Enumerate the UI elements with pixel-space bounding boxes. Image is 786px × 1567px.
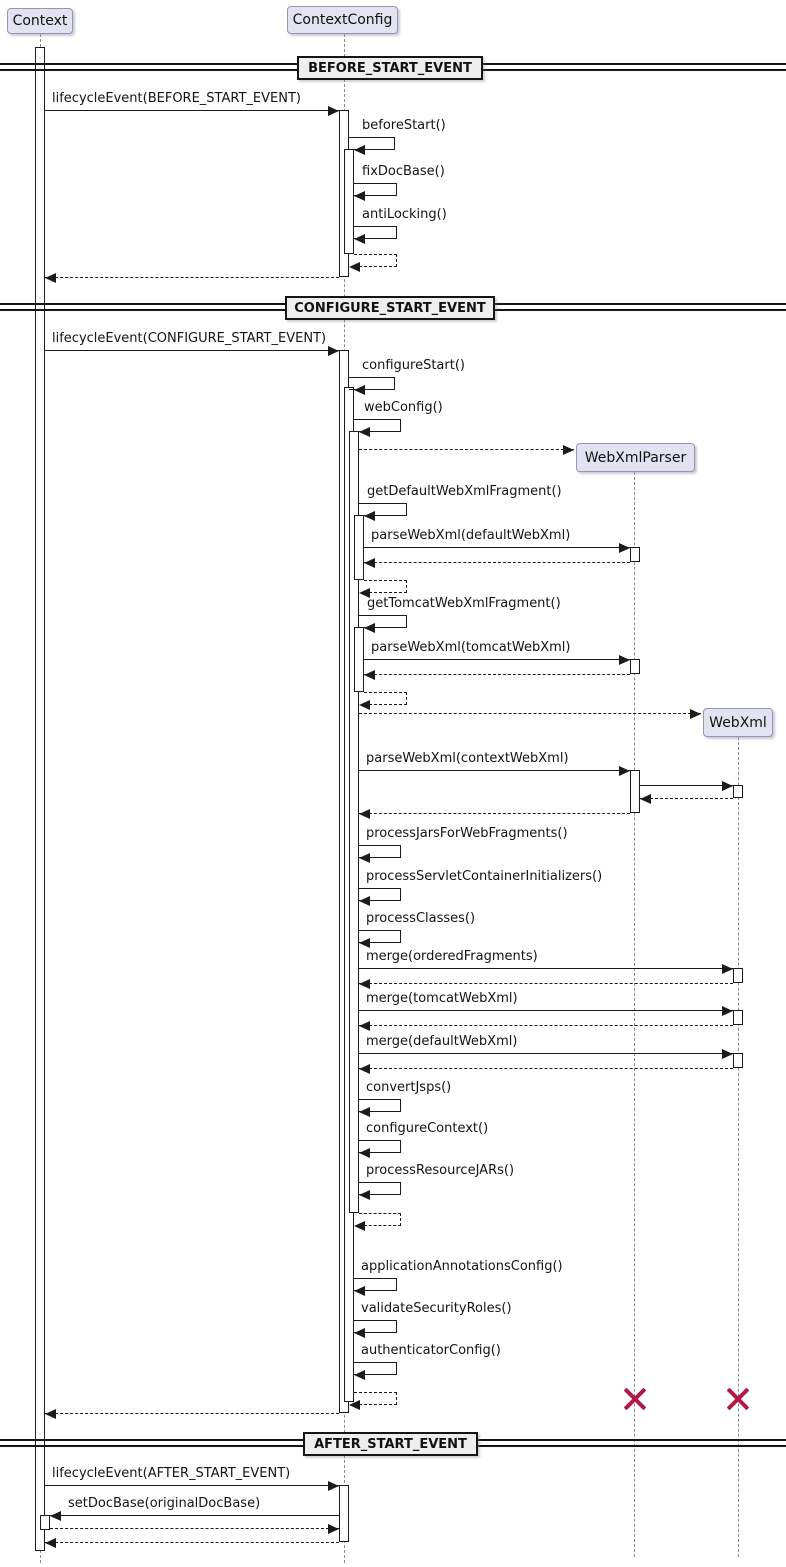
destroy-x-webxml-icon bbox=[725, 1386, 751, 1412]
message-label-process-jars: processJarsForWebFragments() bbox=[366, 826, 568, 841]
divider-before-start-event bbox=[297, 56, 483, 80]
activation-contextconfig-gettomcatfragment bbox=[354, 627, 364, 692]
message-label-fix-doc-base: fixDocBase() bbox=[362, 164, 445, 179]
return-arrow-parse-default bbox=[364, 562, 630, 563]
message-arrow-merge-default bbox=[359, 1053, 733, 1054]
create-arrow-webxmlparser bbox=[359, 449, 574, 450]
participant-contextconfig bbox=[287, 6, 398, 34]
arrowhead-left bbox=[349, 1400, 360, 1410]
activation-webxmlparser-3 bbox=[630, 770, 640, 813]
arrowhead-left bbox=[45, 273, 56, 283]
arrowhead-left bbox=[359, 853, 370, 863]
arrowhead-right bbox=[722, 781, 733, 791]
message-label-merge-default: merge(defaultWebXml) bbox=[366, 1034, 518, 1049]
message-label-process-sci: processServletContainerInitializers() bbox=[366, 869, 603, 884]
arrowhead-left bbox=[354, 1328, 365, 1338]
return-arrow-after bbox=[45, 1542, 339, 1543]
arrowhead-right bbox=[722, 1006, 733, 1016]
arrowhead-left bbox=[354, 145, 365, 155]
return-arrow-webxml-to-parser bbox=[640, 798, 733, 799]
lifeline-webxml bbox=[738, 737, 739, 1557]
participant-label: ContextConfig bbox=[292, 12, 393, 28]
arrowhead-left bbox=[359, 938, 370, 948]
divider-label: BEFORE_START_EVENT bbox=[308, 60, 472, 76]
participant-webxml bbox=[703, 708, 773, 737]
message-label-set-doc-base: setDocBase(originalDocBase) bbox=[68, 1496, 261, 1511]
arrowhead-left bbox=[364, 558, 375, 568]
participant-context bbox=[7, 8, 73, 34]
arrowhead-left bbox=[640, 794, 651, 804]
arrowhead-left bbox=[364, 670, 375, 680]
arrowhead-left bbox=[45, 1409, 56, 1419]
message-label-configure-start: configureStart() bbox=[362, 358, 465, 373]
return-arrow-parse-context bbox=[359, 813, 630, 814]
activation-context-main bbox=[35, 47, 45, 1551]
arrowhead-left bbox=[359, 896, 370, 906]
arrowhead-right bbox=[328, 106, 339, 116]
message-label-process-resource-jars: processResourceJARs() bbox=[366, 1163, 515, 1178]
activation-contextconfig-getdefaultfragment bbox=[354, 515, 364, 580]
arrowhead-left bbox=[359, 1021, 370, 1031]
arrowhead-left bbox=[354, 385, 365, 395]
message-label-parse-default: parseWebXml(defaultWebXml) bbox=[371, 528, 571, 543]
arrowhead-right bbox=[690, 709, 701, 719]
message-arrow-parse-default bbox=[364, 547, 630, 548]
arrowhead-right bbox=[619, 655, 630, 665]
message-label-merge-tomcat: merge(tomcatWebXml) bbox=[366, 991, 518, 1006]
divider-after-start-event bbox=[303, 1432, 478, 1456]
message-label-validate-security-roles: validateSecurityRoles() bbox=[361, 1301, 512, 1316]
activation-webxml-merge1 bbox=[733, 968, 743, 983]
message-arrow-after-lifecycle bbox=[45, 1485, 339, 1486]
create-arrow-webxml bbox=[359, 713, 701, 714]
arrowhead-left bbox=[45, 1538, 56, 1548]
arrowhead-right bbox=[619, 766, 630, 776]
arrowhead-left bbox=[364, 511, 375, 521]
message-label-get-default-fragment: getDefaultWebXmlFragment() bbox=[367, 484, 562, 499]
destroy-x-webxmlparser-icon bbox=[622, 1386, 648, 1412]
return-arrow-set-doc-base bbox=[50, 1528, 339, 1529]
message-label-before-start: beforeStart() bbox=[362, 118, 446, 133]
arrowhead-left bbox=[359, 700, 370, 710]
message-arrow-parse-context bbox=[359, 770, 630, 771]
message-label-get-tomcat-fragment: getTomcatWebXmlFragment() bbox=[367, 596, 561, 611]
message-label-after-lifecycle: lifecycleEvent(AFTER_START_EVENT) bbox=[52, 1466, 291, 1481]
message-arrow-parse-tomcat bbox=[364, 659, 630, 660]
return-arrow-merge-ordered bbox=[359, 983, 733, 984]
divider-label: AFTER_START_EVENT bbox=[314, 1436, 467, 1452]
activation-webxmlparser-1 bbox=[630, 547, 640, 562]
message-arrow-merge-tomcat bbox=[359, 1010, 733, 1011]
activation-webxml-merge3 bbox=[733, 1053, 743, 1068]
self-return-get-default-fragment bbox=[364, 580, 407, 593]
activation-contextconfig-after bbox=[339, 1485, 349, 1542]
activation-webxml-parse bbox=[733, 785, 743, 798]
self-return-configure-start bbox=[354, 1392, 397, 1405]
arrowhead-left bbox=[364, 623, 375, 633]
message-label-process-classes: processClasses() bbox=[366, 911, 476, 926]
message-label-anti-locking: antiLocking() bbox=[362, 207, 447, 222]
arrowhead-left bbox=[359, 1148, 370, 1158]
self-return-web-config bbox=[359, 1213, 401, 1226]
divider-configure-start-event bbox=[285, 296, 495, 320]
return-arrow-before bbox=[45, 277, 339, 278]
return-arrow-configure bbox=[45, 1413, 339, 1414]
message-label-parse-context: parseWebXml(contextWebXml) bbox=[366, 751, 569, 766]
message-label-merge-ordered: merge(orderedFragments) bbox=[366, 949, 538, 964]
return-arrow-parse-tomcat bbox=[364, 674, 630, 675]
arrowhead-left bbox=[359, 1107, 370, 1117]
arrowhead-left bbox=[359, 1064, 370, 1074]
arrowhead-right bbox=[563, 445, 574, 455]
arrowhead-left bbox=[359, 809, 370, 819]
arrowhead-left bbox=[354, 191, 365, 201]
participant-label: Context bbox=[12, 13, 68, 29]
arrowhead-right bbox=[328, 1481, 339, 1491]
message-arrow-set-doc-base bbox=[50, 1515, 339, 1516]
arrowhead-left bbox=[359, 979, 370, 989]
message-arrow-parser-to-webxml bbox=[640, 785, 733, 786]
message-label-convert-jsps: convertJsps() bbox=[366, 1080, 452, 1095]
message-label-parse-tomcat: parseWebXml(tomcatWebXml) bbox=[371, 640, 571, 655]
arrowhead-left bbox=[359, 427, 370, 437]
participant-label: WebXml bbox=[709, 714, 767, 731]
message-arrow-before-lifecycle bbox=[45, 110, 339, 111]
message-label-configure-context: configureContext() bbox=[366, 1121, 489, 1136]
activation-contextconfig-before-2 bbox=[344, 149, 354, 254]
self-return-get-tomcat-fragment bbox=[364, 692, 407, 705]
return-arrow-merge-tomcat bbox=[359, 1025, 733, 1026]
arrowhead-left bbox=[50, 1511, 61, 1521]
arrowhead-left bbox=[354, 234, 365, 244]
message-label-authenticator-config: authenticatorConfig() bbox=[361, 1343, 501, 1358]
self-return-before bbox=[354, 254, 397, 267]
arrowhead-left bbox=[349, 262, 360, 272]
arrowhead-right bbox=[328, 1524, 339, 1534]
message-label-app-annotations: applicationAnnotationsConfig() bbox=[361, 1259, 563, 1274]
participant-label: WebXmlParser bbox=[584, 449, 687, 466]
arrowhead-left bbox=[354, 1221, 365, 1231]
participant-webxmlparser bbox=[576, 443, 695, 472]
message-label-configure-lifecycle: lifecycleEvent(CONFIGURE_START_EVENT) bbox=[52, 331, 327, 346]
message-label-before-lifecycle: lifecycleEvent(BEFORE_START_EVENT) bbox=[52, 91, 301, 106]
return-arrow-merge-default bbox=[359, 1068, 733, 1069]
arrowhead-left bbox=[359, 1190, 370, 1200]
message-label-web-config: webConfig() bbox=[364, 400, 443, 415]
activation-webxmlparser-2 bbox=[630, 659, 640, 674]
arrowhead-left bbox=[354, 1286, 365, 1296]
message-arrow-configure-lifecycle bbox=[45, 350, 339, 351]
arrowhead-right bbox=[722, 964, 733, 974]
activation-context-setdocbase bbox=[40, 1515, 50, 1530]
arrowhead-right bbox=[328, 346, 339, 356]
arrowhead-left bbox=[354, 1370, 365, 1380]
arrowhead-right bbox=[722, 1049, 733, 1059]
activation-webxml-merge2 bbox=[733, 1010, 743, 1025]
divider-label: CONFIGURE_START_EVENT bbox=[294, 300, 486, 316]
message-arrow-merge-ordered bbox=[359, 968, 733, 969]
arrowhead-right bbox=[619, 543, 630, 553]
